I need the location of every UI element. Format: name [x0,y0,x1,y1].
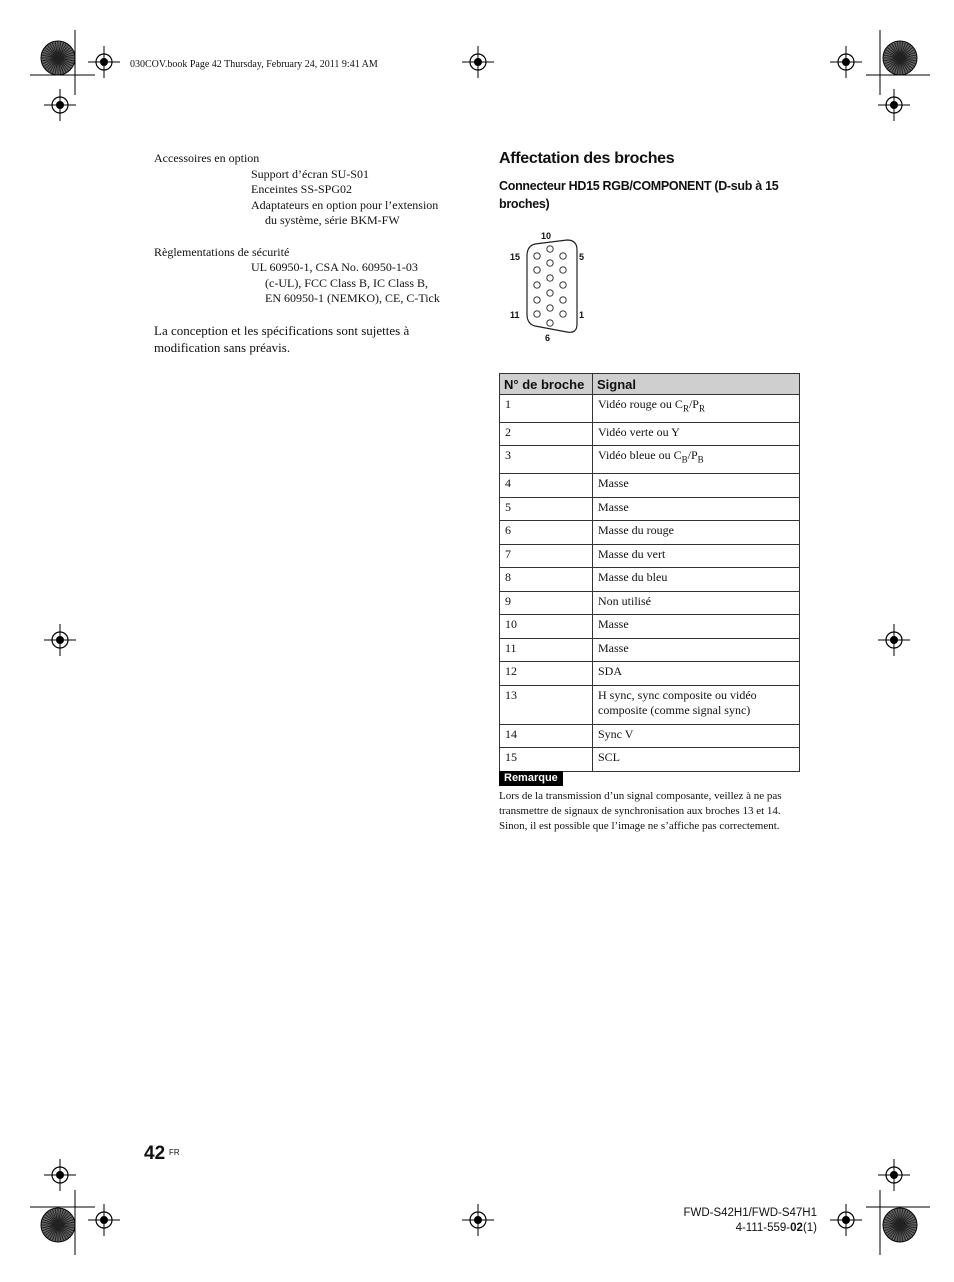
pin-hole [547,305,553,311]
pin-hole [534,311,540,317]
pin-number-cell: 15 [500,748,593,772]
book-file-info: 030COV.book Page 42 Thursday, February 24, 2011 9:41 AM [130,59,378,70]
signal-cell: Masse [593,638,800,662]
table-row [500,662,800,686]
signal-text: Vidéo rouge ou C [598,397,683,411]
notice-line: La conception et les spécifications sont sujettes à [154,323,410,338]
registration-starburst [883,1208,917,1242]
table-row [500,474,800,498]
pin-label-10: 10 [541,231,552,241]
table-row [500,544,800,568]
signal-cell: Non utilisé [593,591,800,615]
pin-hole [560,253,566,259]
code-suffix: (1) [802,1222,817,1234]
signal-cell: SCL [593,748,800,772]
pin-hole [547,320,553,326]
accessory-item: Enceintes SS-SPG02 [251,182,353,196]
pin-label-5: 5 [579,252,585,262]
registration-starburst [41,1208,75,1242]
table-row [500,591,800,615]
pin-hole [547,290,553,296]
pin-hole [560,311,566,317]
connector-pins [534,246,566,326]
pin-hole [547,275,553,281]
table-row [500,568,800,592]
signal-cell: Vidéo verte ou Y [593,422,800,446]
pin-hole [560,267,566,273]
safety-item: EN 60950-1 (NEMKO), CE, C-Tick [265,291,440,305]
table-row [500,422,800,446]
pin-label-11: 11 [510,310,520,320]
safety-item: (c-UL), FCC Class B, IC Class B, [265,276,429,290]
table-row [500,615,800,639]
signal-cell: Masse [593,497,800,521]
table-row [500,685,800,724]
notice-line: modification sans préavis. [154,340,291,355]
pin-hole [547,260,553,266]
table-row [500,724,800,748]
signal-subscript: R [682,403,689,414]
accessory-item: Support d’écran SU-S01 [251,167,369,181]
pin-assignment-table [499,373,800,772]
pin-label-1: 1 [579,310,585,320]
pin-hole [534,282,540,288]
accessory-item: du système, série BKM-FW [265,213,400,227]
registration-starburst [883,41,917,75]
accessory-item: Adaptateurs en option pour l’extension [251,198,439,212]
page-language: FR [169,1148,180,1157]
pin-hole [547,246,553,252]
pin-number-cell: 1 [500,395,593,423]
signal-cell [593,446,800,474]
signal-subscript: B [681,454,688,465]
pin-hole [534,297,540,303]
pin-number-cell: 3 [500,446,593,474]
table-row [500,497,800,521]
model-name: FWD-S42H1/FWD-S47H1 [683,1207,817,1219]
signal-cell: Masse du rouge [593,521,800,545]
pin-number-cell: 4 [500,474,593,498]
pin-number-cell: 5 [500,497,593,521]
code-prefix: 4-111-559- [735,1222,791,1234]
signal-text: /P [687,448,698,463]
hd15-connector-diagram [505,228,595,346]
remark-text: Lors de la transmission d’un signal composante, veillez à ne pas transmettre de signaux de synchronisation aux broches 13 et 14. Sinon, il est possible que l’image ne s’affiche pas correctement. [499,790,782,833]
page-number: 42 [144,1143,166,1164]
pin-number-cell: 12 [500,662,593,686]
signal-column-header: Signal [593,374,800,395]
document-code [600,1221,817,1236]
signal-subscript: R [698,403,705,414]
pin-number-cell: 10 [500,615,593,639]
pin-hole [534,267,540,273]
signal-cell: SDA [593,662,800,686]
pin-label-6: 6 [545,333,551,343]
section-title: Affectation des broches [499,150,675,167]
pin-number-cell: 8 [500,568,593,592]
table-row [500,395,800,423]
signal-cell: Masse du vert [593,544,800,568]
signal-cell: Masse du bleu [593,568,800,592]
signal-text: Vidéo bleue ou C [598,448,682,463]
signal-cell [593,395,800,423]
pin-number-cell: 9 [500,591,593,615]
accessories-label: Accessoires en option [154,151,260,165]
pin-label-15: 15 [510,252,521,262]
signal-cell: Sync V [593,724,800,748]
pin-number-cell: 13 [500,685,593,724]
pin-number-cell: 6 [500,521,593,545]
signal-cell: Masse [593,615,800,639]
pin-number-cell: 14 [500,724,593,748]
registration-starburst [41,41,75,75]
table-row [500,748,800,772]
code-bold: 02 [790,1222,803,1234]
pin-hole [534,253,540,259]
safety-item: UL 60950-1, CSA No. 60950-1-03 [251,260,418,274]
signal-cell: Masse [593,474,800,498]
pin-hole [560,282,566,288]
table-row [500,521,800,545]
signal-subscript: B [697,454,704,465]
pin-hole [560,297,566,303]
table-row [500,446,800,474]
remark-badge: Remarque [499,771,563,786]
pin-number-cell: 2 [500,422,593,446]
table-header-row [500,374,800,395]
safety-label: Règlementations de sécurité [154,245,290,259]
signal-cell: H sync, sync composite ou vidéo composite (comme signal sync) [593,685,800,724]
table-row [500,638,800,662]
specification-notice [154,322,454,356]
connector-subtitle: Connecteur HD15 RGB/COMPONENT (D-sub à 15 broches) [499,179,779,211]
signal-text: /P [688,397,699,411]
pin-number-cell: 11 [500,638,593,662]
pin-number-cell: 7 [500,544,593,568]
model-info [600,1206,817,1236]
pin-column-header: N° de broche [500,374,593,395]
